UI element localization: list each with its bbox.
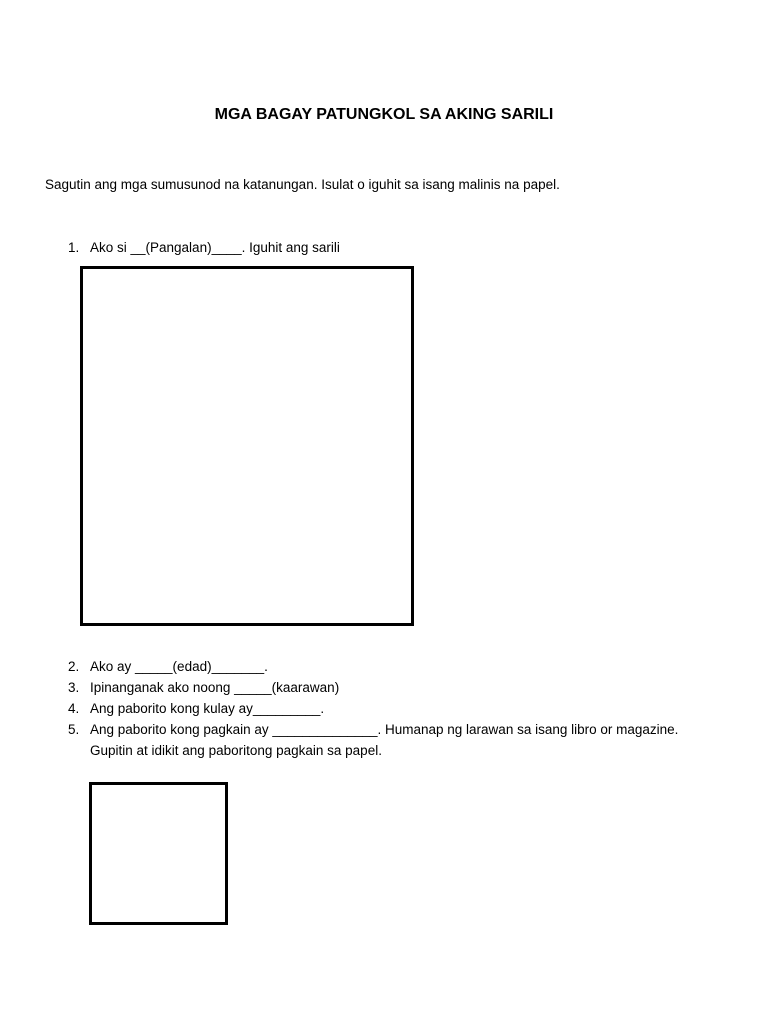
item-text: Ang paborito kong pagkain ay ______________. Humanap ng larawan sa isang libro or magazine.: [90, 722, 679, 737]
item-text: Ako si __(Pangalan)____. Iguhit ang sarili: [90, 240, 340, 255]
item-text: Ako ay _____(edad)_______.: [90, 659, 268, 674]
item-number: 1.: [68, 240, 80, 255]
item-number: 3.: [68, 680, 80, 695]
favorite-food-picture-box: [89, 782, 228, 925]
item-text: Ang paborito kong kulay ay_________.: [90, 701, 325, 716]
item-continuation-text: Gupitin at idikit ang paboritong pagkain sa papel.: [90, 743, 382, 758]
document-title: MGA BAGAY PATUNGKOL SA AKING SARILI: [214, 106, 554, 123]
item-number: 5.: [68, 722, 80, 737]
item-number: 4.: [68, 701, 80, 716]
item-text: Ipinanganak ako noong _____(kaarawan): [90, 680, 340, 695]
self-portrait-drawing-box: [80, 266, 414, 626]
instructions-text: Sagutin ang mga sumusunod na katanungan. Isulat o iguhit sa isang malinis na papel.: [45, 177, 560, 192]
item-number: 2.: [68, 659, 80, 674]
